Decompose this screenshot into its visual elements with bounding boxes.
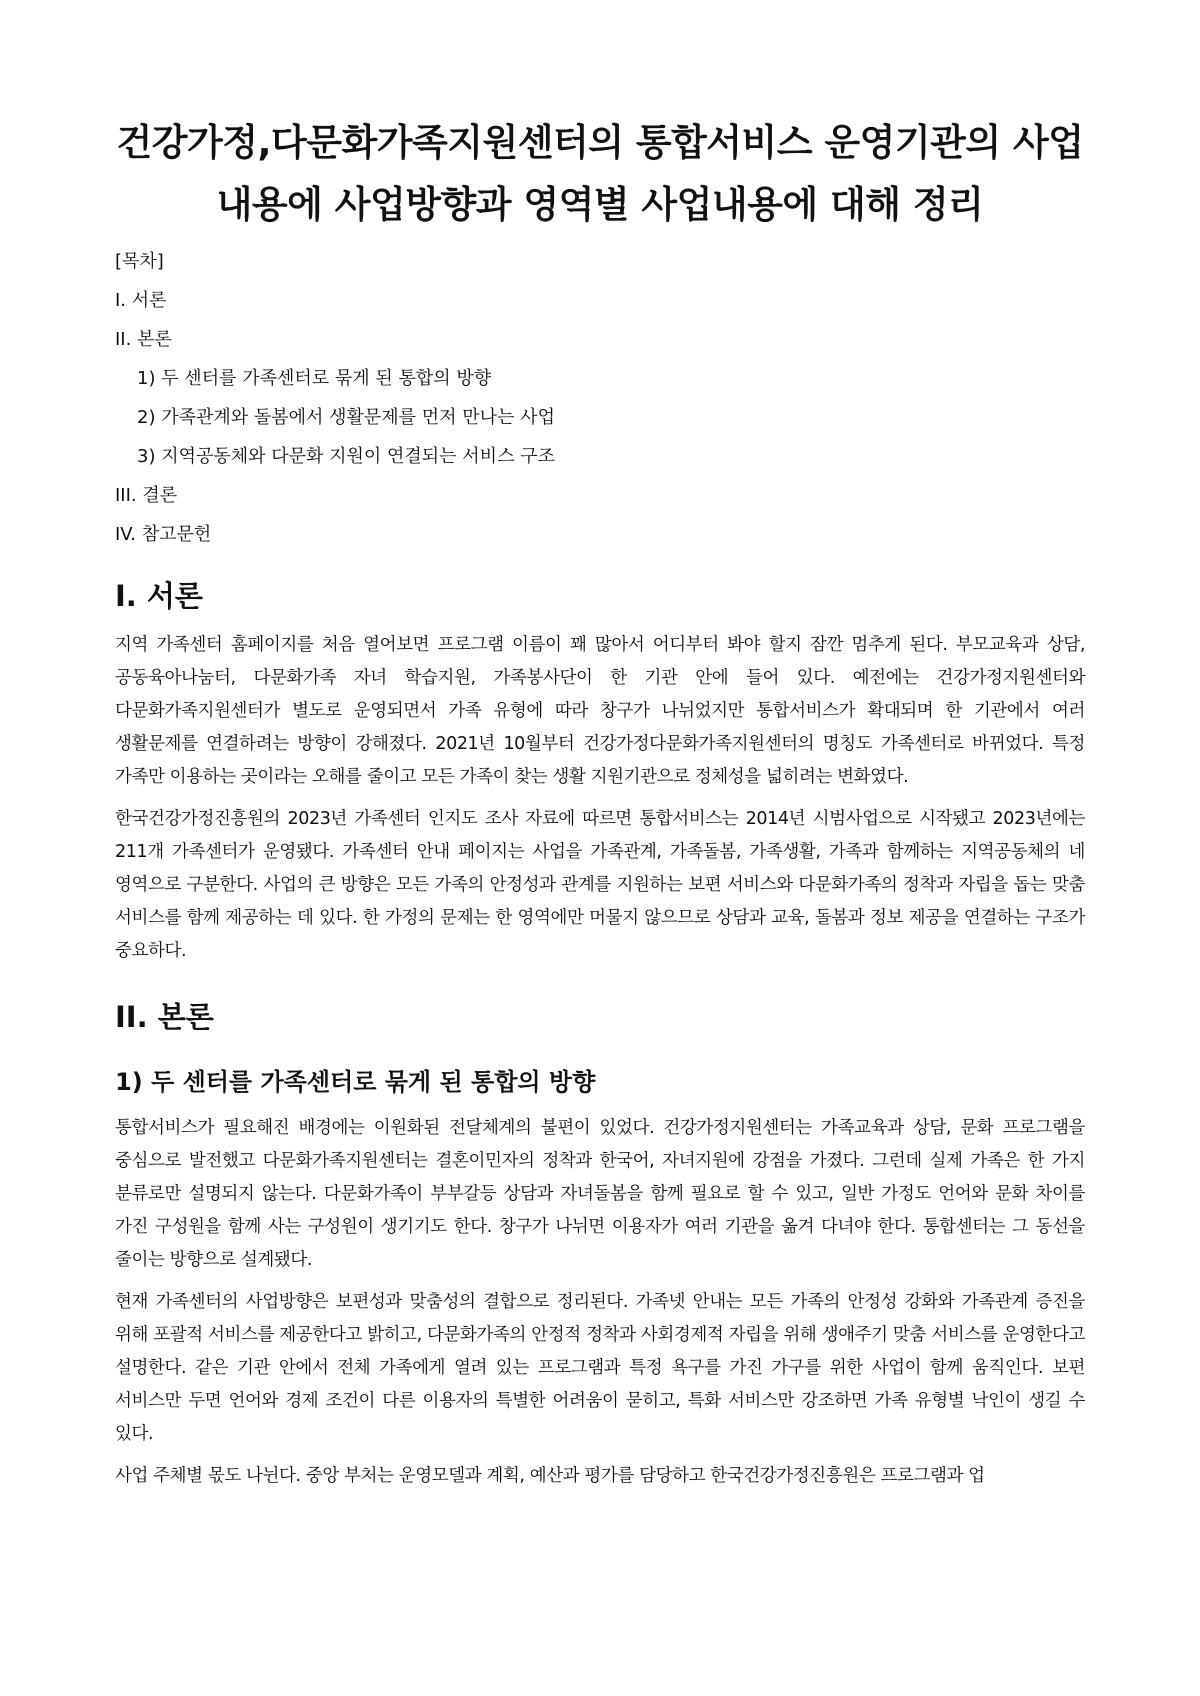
section-1-heading: 1) 두 센터를 가족센터로 묶게 된 통합의 방향 — [115, 1068, 596, 1096]
toc-item-body-3: 3) 지역공동체와 다문화 지원이 연결되는 서비스 구조 — [137, 446, 555, 467]
toc-item-body: II. 본론 — [115, 329, 172, 350]
toc-item-intro: I. 서론 — [115, 290, 167, 311]
toc-heading: [목차] — [115, 251, 164, 272]
table-of-contents — [115, 250, 1085, 547]
toc-item-body-1: 1) 두 센터를 가족센터로 묶게 된 통합의 방향 — [137, 368, 492, 389]
intro-heading: I. 서론 — [115, 579, 203, 613]
toc-item-body-2: 2) 가족관계와 돌봄에서 생활문제를 먼저 만나는 사업 — [137, 407, 555, 428]
section-1-paragraph-2: 현재 가족센터의 사업방향은 보편성과 맞춤성의 결합으로 정리된다. 가족넷 안내는 모든 가족의 안정성 강화와 가족관계 증진을 위해 포괄적 서비스를 제공한다고 밝히고, 다문화가족의 안정적 정착과 사회경제적 자립을 위해 생애주기 맞춤 서비스를 운영한다고 설명한다. 같은 기관 안에서 전체 가족에게 열려 있는 프로그램과 특정 욕구를 가진 가구를 위한 사업이 함께 움직인다. 보편 서비스만 두면 언어와 경제 조건이 다른 이용자의 특별한 어려움이 묻히고, 특화 서비스만 강조하면 가족 유형별 낙인이 생길 수 있다. — [115, 1292, 1085, 1444]
toc-item-conclusion: III. 결론 — [115, 485, 178, 506]
toc-item-references: IV. 참고문헌 — [115, 524, 212, 545]
section-1-paragraph-3: 사업 주체별 몫도 나뉜다. 중앙 부처는 운영모델과 계획, 예산과 평가를 담당하고 한국건강가정진흥원은 프로그램과 업 — [115, 1466, 985, 1486]
document-title: 건강가정,다문화가족지원센터의 통합서비스 운영기관의 사업내용에 사업방향과 영역별 사업내용에 대해 정리 — [116, 121, 1084, 226]
intro-paragraph-2: 한국건강가정진흥원의 2023년 가족센터 인지도 조사 자료에 따르면 통합서비스는 2014년 시범사업으로 시작됐고 2023년에는 211개 가족센터가 운영됐다. 가족센터 안내 페이지는 사업을 가족관계, 가족돌봄, 가족생활, 가족과 함께하는 지역공동체의 네 영역으로 구분한다. 사업의 큰 방향은 모든 가족의 안정성과 관계를 지원하는 보편 서비스와 다문화가족의 정착과 자립을 돕는 맞춤 서비스를 함께 제공하는 데 있다. 한 가정의 문제는 한 영역에만 머물지 않으므로 상담과 교육, 돌봄과 정보 제공을 연결하는 구조가 중요하다. — [115, 809, 1085, 961]
section-1-paragraph-1: 통합서비스가 필요해진 배경에는 이원화된 전달체계의 불편이 있었다. 건강가정지원센터는 가족교육과 상담, 문화 프로그램을 중심으로 발전했고 다문화가족지원센터는 결혼이민자의 정착과 한국어, 자녀지원에 강점을 가졌다. 그런데 실제 가족은 한 가지 분류로만 설명되지 않는다. 다문화가족이 부부갈등 상담과 자녀돌봄을 함께 필요로 할 수 있고, 일반 가정도 언어와 문화 차이를 가진 구성원을 함께 사는 구성원이 생기기도 한다. 창구가 나뉘면 이용자가 여러 기관을 옮겨 다녀야 한다. 통합센터는 그 동선을 줄이는 방향으로 설계됐다. — [115, 1118, 1085, 1270]
body-heading: II. 본론 — [115, 1000, 214, 1034]
intro-paragraph-1: 지역 가족센터 홈페이지를 처음 열어보면 프로그램 이름이 꽤 많아서 어디부터 봐야 할지 잠깐 멈추게 된다. 부모교육과 상담, 공동육아나눔터, 다문화가족 자녀 학습지원, 가족봉사단이 한 기관 안에 들어 있다. 예전에는 건강가정지원센터와 다문화가족지원센터가 별도로 운영되면서 가족 유형에 따라 창구가 나뉘었지만 통합서비스가 확대되며 한 기관에서 여러 생활문제를 연결하려는 방향이 강해졌다. 2021년 10월부터 건강가정다문화가족지원센터의 명칭도 가족센터로 바뀌었다. 특정 가족만 이용하는 곳이라는 오해를 줄이고 모든 가족이 찾는 생활 지원기관으로 정체성을 넓히려는 변화였다. — [115, 635, 1085, 787]
